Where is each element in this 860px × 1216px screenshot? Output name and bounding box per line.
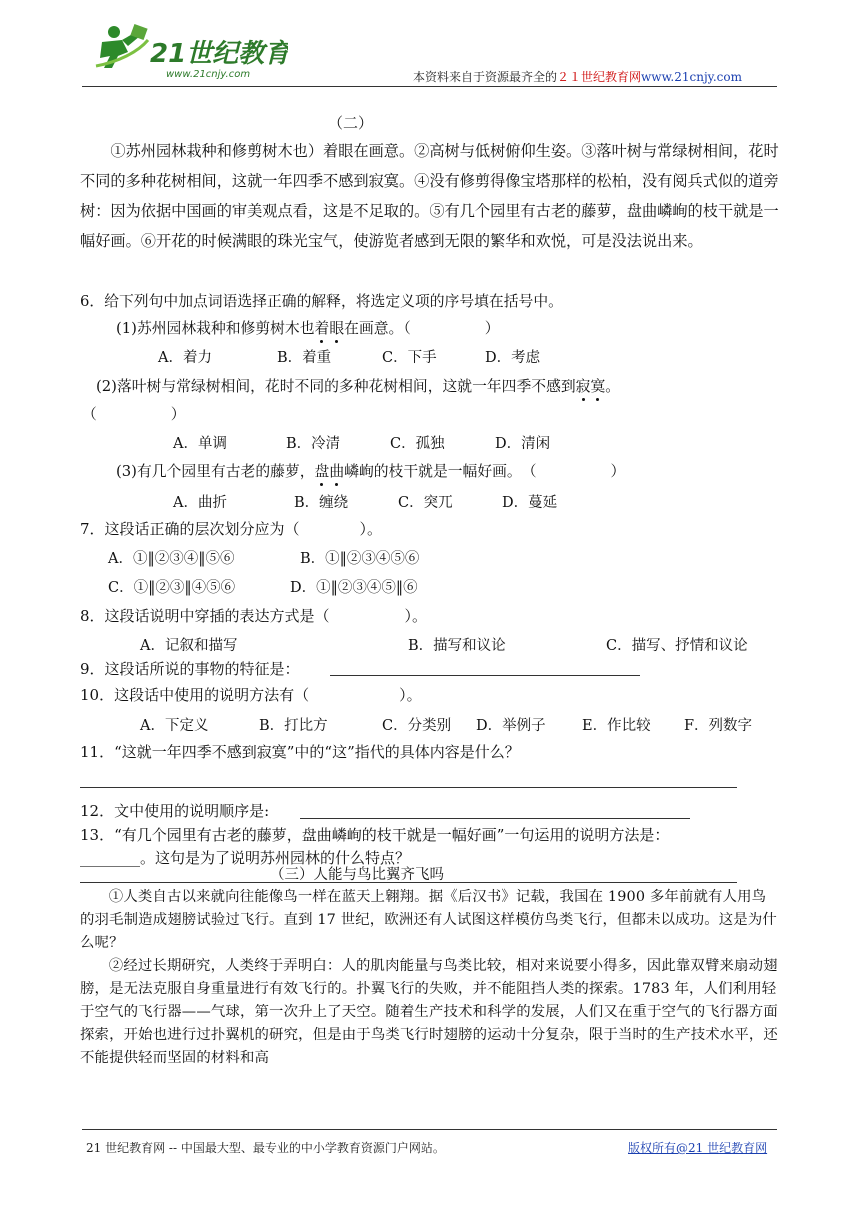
section3-title: （三）人能与鸟比翼齐飞吗 bbox=[270, 867, 444, 883]
section3-paragraph1: ①人类自古以来就向往能像鸟一样在蓝天上翱翔。据《后汉书》记载，我国在 1900 多年前就有人用鸟的羽毛制造成翅膀试验过飞行。直到 17 世纪，欧洲还有人试图这样模仿鸟类飞行，但都未以成功。这是为什么呢？ bbox=[80, 889, 777, 951]
q6-s1-post: 在画意。（ ） bbox=[344, 320, 500, 337]
q6-s2-option-c: C．孤独 bbox=[390, 436, 445, 452]
section3-paragraph2: ②经过长期研究，人类终于弄明白：人的肌肉能量与鸟类比较，相对来说要小得多，因此靠双臂来扇动翅膀，是无法克服自身重量进行有效飞行的。扑翼飞行的失败，并不能阻挡人类的探索。1783 年，人们利用轻于空气的飞行器——气球，第一次升上了天空。随着生产技术和科学的发展，人们又在重于空气的飞行器方面探索，开始也进行过扑翼机的研究，但是由于鸟类飞行时翅膀的运动十分复杂，限于当时的生产技术水平，还不能提供轻而坚固的材料和高 bbox=[80, 958, 778, 1066]
q6-s3-pre: (3)有几个园里有古老的藤萝， bbox=[116, 463, 315, 480]
q13-stem: 13．“有几个园里有古老的藤萝，盘曲嶙峋的枝干就是一幅好画”一句运用的说明方法是： bbox=[80, 826, 670, 844]
q6-sentence3 bbox=[116, 460, 625, 481]
q6-s2-option-b: B．冷清 bbox=[286, 436, 341, 452]
runner-logo-icon bbox=[88, 22, 288, 84]
q10-option-d: D．举例子 bbox=[476, 718, 546, 734]
q8-stem: 8．这段话说明中穿插的表达方式是（ ）。 bbox=[80, 607, 428, 625]
q6-s3-option-d: D．蔓延 bbox=[502, 495, 558, 511]
q6-s3-post: 嶙峋的枝干就是一幅好画。 （ ） bbox=[344, 463, 626, 480]
source-url-link[interactable]: www.21cnjy.com bbox=[641, 70, 742, 84]
q10-option-b: B．打比方 bbox=[259, 718, 328, 734]
q7-option-a: A．①‖②③④‖⑤⑥ bbox=[108, 551, 235, 567]
q11-stem: 11．“这就一年四季不感到寂寞”中的“这”指代的具体内容是什么？ bbox=[80, 743, 520, 761]
source-prefix: 本资料来自于资源最齐全的 bbox=[413, 70, 558, 84]
q12-answer-line[interactable] bbox=[300, 818, 690, 819]
site-logo[interactable] bbox=[88, 22, 288, 84]
q6-s2-dot1: 寂 bbox=[576, 375, 591, 396]
q7-option-d: D．①‖②③④⑤‖⑥ bbox=[290, 580, 418, 596]
q8-option-b: B．描写和议论 bbox=[408, 638, 506, 654]
q10-option-c: C．分类别 bbox=[382, 718, 452, 734]
q6-stem: 6．给下列句中加点词语选择正确的解释，将选定义项的序号填在括号中。 bbox=[80, 293, 563, 310]
q6-s1-option-b: B．着重 bbox=[277, 350, 332, 366]
q6-s1-option-c: C．下手 bbox=[382, 350, 437, 366]
q6-s1-dot2: 眼 bbox=[329, 317, 344, 338]
q6-s1-option-a: A．着力 bbox=[158, 350, 212, 366]
q8-option-c: C．描写、抒情和议论 bbox=[606, 638, 748, 654]
q9-stem: 9．这段话所说的事物的特征是： bbox=[80, 660, 300, 678]
q7-stem: 7．这段话正确的层次划分应为（ ）。 bbox=[80, 520, 383, 538]
q6-s1-option-d: D．考虑 bbox=[485, 350, 541, 366]
q6-sentence1 bbox=[116, 317, 500, 338]
q6-s1-pre: (1)苏州园林栽种和修剪树木也 bbox=[116, 320, 315, 337]
header-divider bbox=[82, 86, 777, 87]
q13-blank[interactable]: ________ bbox=[80, 849, 140, 867]
q6-s2-paren: （ ） bbox=[82, 406, 186, 423]
footer-tagline: 21 世纪教育网 -- 中国最大型、最专业的中小学教育资源门户网站。 bbox=[86, 1141, 445, 1155]
q7-option-b: B．①‖②③④⑤⑥ bbox=[300, 551, 420, 567]
q6-s2-post: 。 bbox=[605, 378, 621, 395]
section2-paragraph: ①苏州园林栽种和修剪树木也）着眼在画意。②高树与低树俯仰生姿。③落叶树与常绿树相间，花时不同的多种花树相间，这就一年四季不感到寂寞。④没有修剪得像宝塔那样的松柏，没有阅兵式似的道旁树：因为依据中国画的审美观点看，这是不足取的。⑤有几个园里有古老的藤萝，盘曲嶙峋的枝干就是一幅好画。⑥开花的时候满眼的珠光宝气，使游览者感到无限的繁华和欢悦，可是没法说出来。 bbox=[80, 142, 779, 250]
q12-stem: 12．文中使用的说明顺序是: bbox=[80, 802, 270, 820]
source-site-link[interactable]: ２１世纪教育网 bbox=[557, 70, 642, 84]
q9-answer-line[interactable] bbox=[330, 675, 640, 676]
q11-answer-line[interactable] bbox=[80, 787, 737, 788]
q10-stem: 10．这段话中使用的说明方法有（ ）。 bbox=[80, 686, 422, 704]
q6-s2-option-a: A．单调 bbox=[173, 436, 227, 452]
q6-s2-dot2: 寞 bbox=[590, 375, 605, 396]
logo-url: www.21cnjy.com bbox=[166, 69, 251, 80]
q6-s2-option-d: D．清闲 bbox=[495, 436, 551, 452]
q10-option-f: F．列数字 bbox=[684, 718, 753, 734]
q10-option-e: E．作比较 bbox=[582, 718, 651, 734]
q6-s3-option-c: C．突兀 bbox=[398, 495, 453, 511]
q6-sentence2 bbox=[96, 375, 620, 396]
q6-s3-dot1: 盘 bbox=[315, 460, 330, 481]
q6-s3-dot2: 曲 bbox=[329, 460, 344, 481]
q13-stem2: 。这句是为了说明苏州园林的什么特点？ bbox=[140, 849, 411, 867]
footer-divider bbox=[82, 1129, 777, 1130]
footer-copyright-link[interactable]: 版权所有@21 世纪教育网 bbox=[628, 1141, 768, 1155]
section2-title: （二） bbox=[328, 114, 374, 132]
q10-option-a: A．下定义 bbox=[140, 718, 209, 734]
q6-s2-pre: (2)落叶树与常绿树相间，花时不同的多种花树相间，这就一年四季不感到 bbox=[96, 378, 576, 395]
header-source bbox=[413, 68, 742, 85]
q6-s1-dot1: 着 bbox=[315, 317, 330, 338]
q6-s3-option-a: A．曲折 bbox=[173, 495, 227, 511]
q7-option-c: C．①‖②③‖④⑤⑥ bbox=[108, 580, 236, 596]
q8-option-a: A．记叙和描写 bbox=[140, 638, 238, 654]
logo-text: 21世纪教育 bbox=[150, 39, 288, 69]
q6-s3-option-b: B．缠绕 bbox=[294, 495, 349, 511]
